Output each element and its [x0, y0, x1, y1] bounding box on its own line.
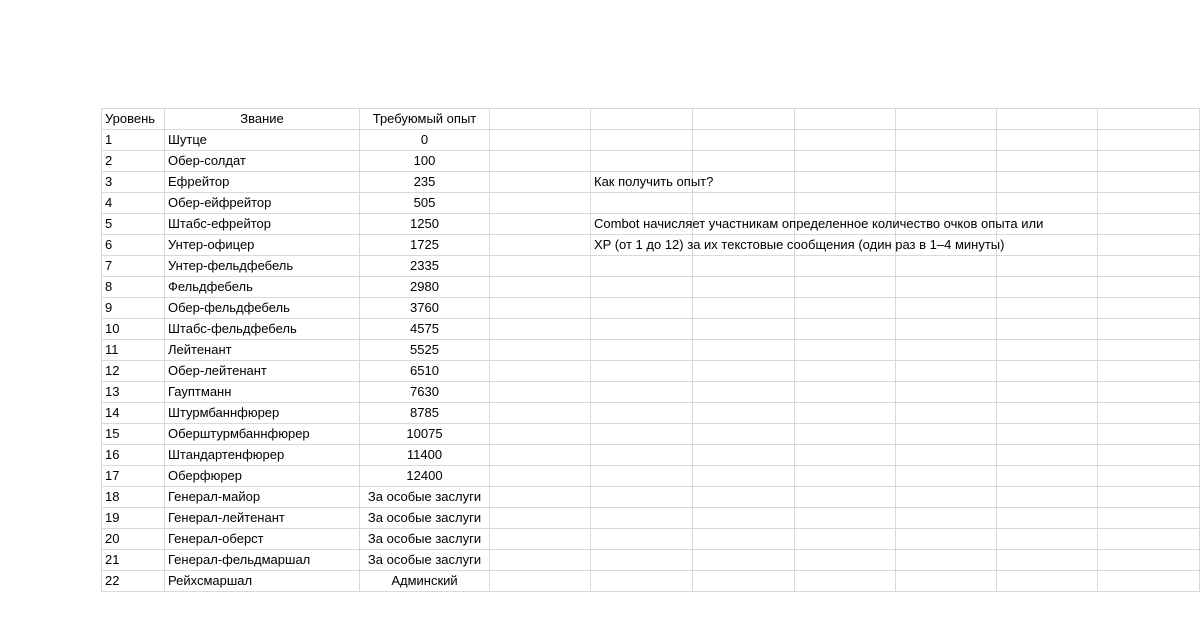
empty-cell[interactable] [1098, 214, 1200, 235]
empty-cell[interactable] [693, 193, 795, 214]
empty-cell[interactable] [1098, 256, 1200, 277]
empty-cell[interactable] [997, 445, 1098, 466]
rank-cell[interactable]: Унтер-офицер [165, 235, 360, 256]
empty-cell[interactable] [693, 340, 795, 361]
empty-cell[interactable] [591, 571, 693, 592]
empty-cell[interactable] [693, 487, 795, 508]
empty-cell[interactable] [997, 571, 1098, 592]
empty-cell[interactable] [490, 109, 591, 130]
empty-cell[interactable] [997, 109, 1098, 130]
empty-cell[interactable] [490, 424, 591, 445]
rank-table [101, 108, 1200, 592]
empty-cell[interactable] [896, 340, 997, 361]
empty-cell[interactable] [795, 277, 896, 298]
rank-cell[interactable]: Ефрейтор [165, 172, 360, 193]
empty-cell[interactable] [1098, 109, 1200, 130]
empty-cell[interactable] [795, 445, 896, 466]
level-cell[interactable]: 10 [102, 319, 165, 340]
empty-cell[interactable] [896, 424, 997, 445]
empty-cell[interactable] [1098, 550, 1200, 571]
empty-cell[interactable] [1098, 235, 1200, 256]
note-cell[interactable] [591, 214, 1044, 235]
empty-cell[interactable] [693, 571, 795, 592]
table-row [102, 256, 1200, 277]
xp-cell[interactable]: 7630 [360, 382, 490, 403]
empty-cell[interactable] [1098, 508, 1200, 529]
level-cell[interactable]: 22 [102, 571, 165, 592]
empty-cell[interactable] [591, 487, 693, 508]
empty-cell[interactable] [1098, 130, 1200, 151]
empty-cell[interactable] [795, 151, 896, 172]
empty-cell[interactable] [693, 361, 795, 382]
empty-cell[interactable] [693, 277, 795, 298]
table-row [102, 382, 1200, 403]
empty-cell[interactable] [591, 466, 693, 487]
xp-question-text: Как получить опыт? [594, 174, 714, 189]
empty-cell[interactable] [490, 403, 591, 424]
header-rank[interactable]: Звание [165, 109, 360, 130]
note-cell[interactable] [591, 172, 714, 193]
rank-cell[interactable]: Штандартенфюрер [165, 445, 360, 466]
empty-cell[interactable] [1098, 466, 1200, 487]
empty-cell[interactable] [896, 529, 997, 550]
table-row [102, 529, 1200, 550]
xp-cell[interactable]: 2335 [360, 256, 490, 277]
empty-cell[interactable] [997, 130, 1098, 151]
empty-cell[interactable] [795, 109, 896, 130]
empty-cell[interactable] [591, 151, 693, 172]
empty-cell[interactable] [795, 550, 896, 571]
empty-cell[interactable] [997, 382, 1098, 403]
empty-cell[interactable] [997, 235, 1098, 256]
xp-cell[interactable]: 2980 [360, 277, 490, 298]
empty-cell[interactable] [795, 319, 896, 340]
empty-cell[interactable] [693, 529, 795, 550]
table-row [102, 466, 1200, 487]
empty-cell[interactable] [591, 256, 693, 277]
xp-cell[interactable]: За особые заслуги [360, 529, 490, 550]
level-cell[interactable]: 9 [102, 298, 165, 319]
empty-cell[interactable] [997, 340, 1098, 361]
level-cell[interactable]: 20 [102, 529, 165, 550]
empty-cell[interactable] [795, 487, 896, 508]
rank-cell[interactable]: Лейтенант [165, 340, 360, 361]
empty-cell[interactable] [490, 277, 591, 298]
empty-cell[interactable] [1098, 445, 1200, 466]
xp-cell[interactable]: 6510 [360, 361, 490, 382]
empty-cell[interactable] [997, 319, 1098, 340]
empty-cell[interactable] [693, 550, 795, 571]
empty-cell[interactable] [1098, 571, 1200, 592]
empty-cell[interactable] [591, 550, 693, 571]
empty-cell[interactable] [896, 508, 997, 529]
empty-cell[interactable] [1098, 529, 1200, 550]
empty-cell[interactable] [795, 571, 896, 592]
empty-cell[interactable] [1098, 151, 1200, 172]
empty-cell[interactable] [1098, 361, 1200, 382]
empty-cell[interactable] [896, 151, 997, 172]
empty-cell[interactable] [997, 277, 1098, 298]
empty-cell[interactable] [490, 508, 591, 529]
empty-cell[interactable] [591, 403, 693, 424]
level-cell[interactable]: 17 [102, 466, 165, 487]
empty-cell[interactable] [896, 466, 997, 487]
level-cell[interactable]: 14 [102, 403, 165, 424]
empty-cell[interactable] [1098, 487, 1200, 508]
header-level[interactable]: Уровень [102, 109, 165, 130]
rank-cell[interactable]: Штабс-ефрейтор [165, 214, 360, 235]
table-row [102, 550, 1200, 571]
empty-cell[interactable] [997, 172, 1098, 193]
xp-cell[interactable]: 8785 [360, 403, 490, 424]
empty-cell[interactable] [490, 256, 591, 277]
level-cell[interactable]: 6 [102, 235, 165, 256]
empty-cell[interactable] [591, 277, 693, 298]
empty-cell[interactable] [693, 445, 795, 466]
empty-cell[interactable] [1098, 424, 1200, 445]
empty-cell[interactable] [693, 256, 795, 277]
empty-cell[interactable] [591, 361, 693, 382]
empty-cell[interactable] [693, 109, 795, 130]
table-row [102, 277, 1200, 298]
empty-cell[interactable] [693, 298, 795, 319]
empty-cell[interactable] [795, 298, 896, 319]
table-row [102, 151, 1200, 172]
empty-cell[interactable] [997, 256, 1098, 277]
level-cell[interactable]: 16 [102, 445, 165, 466]
table-row [102, 298, 1200, 319]
rank-cell[interactable]: Гауптманн [165, 382, 360, 403]
empty-cell[interactable] [693, 466, 795, 487]
empty-cell[interactable] [490, 193, 591, 214]
empty-cell[interactable] [490, 130, 591, 151]
empty-cell[interactable] [896, 172, 997, 193]
empty-cell[interactable] [997, 298, 1098, 319]
level-cell[interactable]: 12 [102, 361, 165, 382]
level-cell[interactable]: 2 [102, 151, 165, 172]
xp-cell[interactable]: 4575 [360, 319, 490, 340]
table-row [102, 508, 1200, 529]
empty-cell[interactable] [693, 424, 795, 445]
empty-cell[interactable] [490, 172, 591, 193]
rank-cell[interactable]: Штурмбаннфюрер [165, 403, 360, 424]
header-xp[interactable]: Требуюмый опыт [360, 109, 490, 130]
empty-cell[interactable] [591, 508, 693, 529]
empty-cell[interactable] [490, 340, 591, 361]
rank-cell[interactable]: Обер-ейфрейтор [165, 193, 360, 214]
empty-cell[interactable] [896, 571, 997, 592]
empty-cell[interactable] [896, 550, 997, 571]
table-row [102, 403, 1200, 424]
empty-cell[interactable] [896, 487, 997, 508]
empty-cell[interactable] [693, 508, 795, 529]
empty-cell[interactable] [490, 298, 591, 319]
rank-cell[interactable]: Рейхсмаршал [165, 571, 360, 592]
empty-cell[interactable] [693, 382, 795, 403]
table-row [102, 487, 1200, 508]
empty-cell[interactable] [490, 466, 591, 487]
empty-cell[interactable] [997, 424, 1098, 445]
empty-cell[interactable] [1098, 403, 1200, 424]
empty-cell[interactable] [490, 445, 591, 466]
table-row [102, 340, 1200, 361]
rank-cell[interactable]: Генерал-лейтенант [165, 508, 360, 529]
table-row [102, 235, 1200, 256]
empty-cell[interactable] [795, 529, 896, 550]
xp-answer-line-1: Combot начисляет участникам определенное количество очков опыта или [594, 216, 1044, 231]
empty-cell[interactable] [591, 382, 693, 403]
empty-cell[interactable] [997, 151, 1098, 172]
rank-cell[interactable]: Фельдфебель [165, 277, 360, 298]
rank-cell[interactable]: Оберфюрер [165, 466, 360, 487]
empty-cell[interactable] [591, 298, 693, 319]
header-row [102, 109, 1200, 130]
xp-cell[interactable]: 10075 [360, 424, 490, 445]
empty-cell[interactable] [693, 403, 795, 424]
empty-cell[interactable] [896, 256, 997, 277]
empty-cell[interactable] [896, 193, 997, 214]
table-row [102, 193, 1200, 214]
empty-cell[interactable] [795, 403, 896, 424]
empty-cell[interactable] [1098, 298, 1200, 319]
empty-cell[interactable] [591, 529, 693, 550]
empty-cell[interactable] [795, 340, 896, 361]
empty-cell[interactable] [896, 277, 997, 298]
empty-cell[interactable] [490, 361, 591, 382]
empty-cell[interactable] [591, 130, 693, 151]
table-row [102, 445, 1200, 466]
empty-cell[interactable] [1098, 340, 1200, 361]
note-cell[interactable] [591, 235, 1005, 256]
table-row [102, 172, 1200, 193]
empty-cell[interactable] [896, 382, 997, 403]
level-cell[interactable]: 18 [102, 487, 165, 508]
empty-cell[interactable] [896, 361, 997, 382]
xp-cell[interactable]: 100 [360, 151, 490, 172]
xp-cell[interactable]: 11400 [360, 445, 490, 466]
empty-cell[interactable] [795, 256, 896, 277]
empty-cell[interactable] [693, 319, 795, 340]
xp-cell[interactable]: 235 [360, 172, 490, 193]
empty-cell[interactable] [1098, 319, 1200, 340]
empty-cell[interactable] [591, 424, 693, 445]
level-cell[interactable]: 4 [102, 193, 165, 214]
level-cell[interactable]: 21 [102, 550, 165, 571]
empty-cell[interactable] [1098, 193, 1200, 214]
xp-cell[interactable]: Админский [360, 571, 490, 592]
level-cell[interactable]: 5 [102, 214, 165, 235]
xp-cell[interactable]: 1725 [360, 235, 490, 256]
rank-cell[interactable]: Генерал-оберст [165, 529, 360, 550]
xp-cell[interactable]: 3760 [360, 298, 490, 319]
empty-cell[interactable] [896, 130, 997, 151]
table-row [102, 319, 1200, 340]
empty-cell[interactable] [490, 319, 591, 340]
level-cell[interactable]: 13 [102, 382, 165, 403]
empty-cell[interactable] [795, 172, 896, 193]
empty-cell[interactable] [795, 424, 896, 445]
xp-cell[interactable]: 505 [360, 193, 490, 214]
empty-cell[interactable] [997, 403, 1098, 424]
level-cell[interactable]: 8 [102, 277, 165, 298]
xp-cell[interactable]: За особые заслуги [360, 487, 490, 508]
empty-cell[interactable] [997, 487, 1098, 508]
empty-cell[interactable] [693, 151, 795, 172]
spreadsheet [101, 108, 1099, 594]
level-cell[interactable]: 15 [102, 424, 165, 445]
xp-cell[interactable]: 5525 [360, 340, 490, 361]
empty-cell[interactable] [896, 445, 997, 466]
empty-cell[interactable] [896, 319, 997, 340]
empty-cell[interactable] [1098, 382, 1200, 403]
empty-cell[interactable] [896, 403, 997, 424]
empty-cell[interactable] [997, 361, 1098, 382]
xp-cell[interactable]: 1250 [360, 214, 490, 235]
xp-cell[interactable]: За особые заслуги [360, 550, 490, 571]
empty-cell[interactable] [997, 508, 1098, 529]
level-cell[interactable]: 11 [102, 340, 165, 361]
rank-cell[interactable]: Шутце [165, 130, 360, 151]
level-cell[interactable]: 3 [102, 172, 165, 193]
empty-cell[interactable] [591, 340, 693, 361]
empty-cell[interactable] [896, 109, 997, 130]
empty-cell[interactable] [997, 550, 1098, 571]
table-row [102, 214, 1200, 235]
rank-cell[interactable]: Обер-солдат [165, 151, 360, 172]
empty-cell[interactable] [490, 235, 591, 256]
xp-answer-line-2: XP (от 1 до 12) за их текстовые сообщения (один раз в 1–4 минуты) [594, 237, 1005, 252]
rank-cell[interactable]: Штабс-фельдфебель [165, 319, 360, 340]
empty-cell[interactable] [997, 529, 1098, 550]
rank-cell[interactable]: Обер-лейтенант [165, 361, 360, 382]
empty-cell[interactable] [896, 298, 997, 319]
rank-cell[interactable]: Генерал-майор [165, 487, 360, 508]
level-cell[interactable]: 1 [102, 130, 165, 151]
empty-cell[interactable] [795, 382, 896, 403]
empty-cell[interactable] [795, 130, 896, 151]
empty-cell[interactable] [490, 214, 591, 235]
empty-cell[interactable] [490, 151, 591, 172]
table-row [102, 424, 1200, 445]
empty-cell[interactable] [591, 319, 693, 340]
empty-cell[interactable] [1098, 277, 1200, 298]
empty-cell[interactable] [591, 193, 693, 214]
empty-cell[interactable] [490, 529, 591, 550]
table-row [102, 130, 1200, 151]
rank-cell[interactable]: Генерал-фельдмаршал [165, 550, 360, 571]
xp-cell[interactable]: 12400 [360, 466, 490, 487]
level-cell[interactable]: 19 [102, 508, 165, 529]
empty-cell[interactable] [997, 466, 1098, 487]
empty-cell[interactable] [795, 193, 896, 214]
empty-cell[interactable] [591, 109, 693, 130]
rank-cell[interactable]: Унтер-фельдфебель [165, 256, 360, 277]
empty-cell[interactable] [490, 382, 591, 403]
table-row [102, 361, 1200, 382]
empty-cell[interactable] [1098, 172, 1200, 193]
empty-cell[interactable] [490, 487, 591, 508]
empty-cell[interactable] [795, 361, 896, 382]
xp-cell[interactable]: За особые заслуги [360, 508, 490, 529]
empty-cell[interactable] [591, 445, 693, 466]
empty-cell[interactable] [795, 466, 896, 487]
level-cell[interactable]: 7 [102, 256, 165, 277]
table-row [102, 571, 1200, 592]
empty-cell[interactable] [997, 193, 1098, 214]
rank-cell[interactable]: Обер-фельдфебель [165, 298, 360, 319]
empty-cell[interactable] [490, 571, 591, 592]
empty-cell[interactable] [795, 508, 896, 529]
empty-cell[interactable] [490, 550, 591, 571]
empty-cell[interactable] [693, 130, 795, 151]
rank-cell[interactable]: Оберштурмбаннфюрер [165, 424, 360, 445]
xp-cell[interactable]: 0 [360, 130, 490, 151]
